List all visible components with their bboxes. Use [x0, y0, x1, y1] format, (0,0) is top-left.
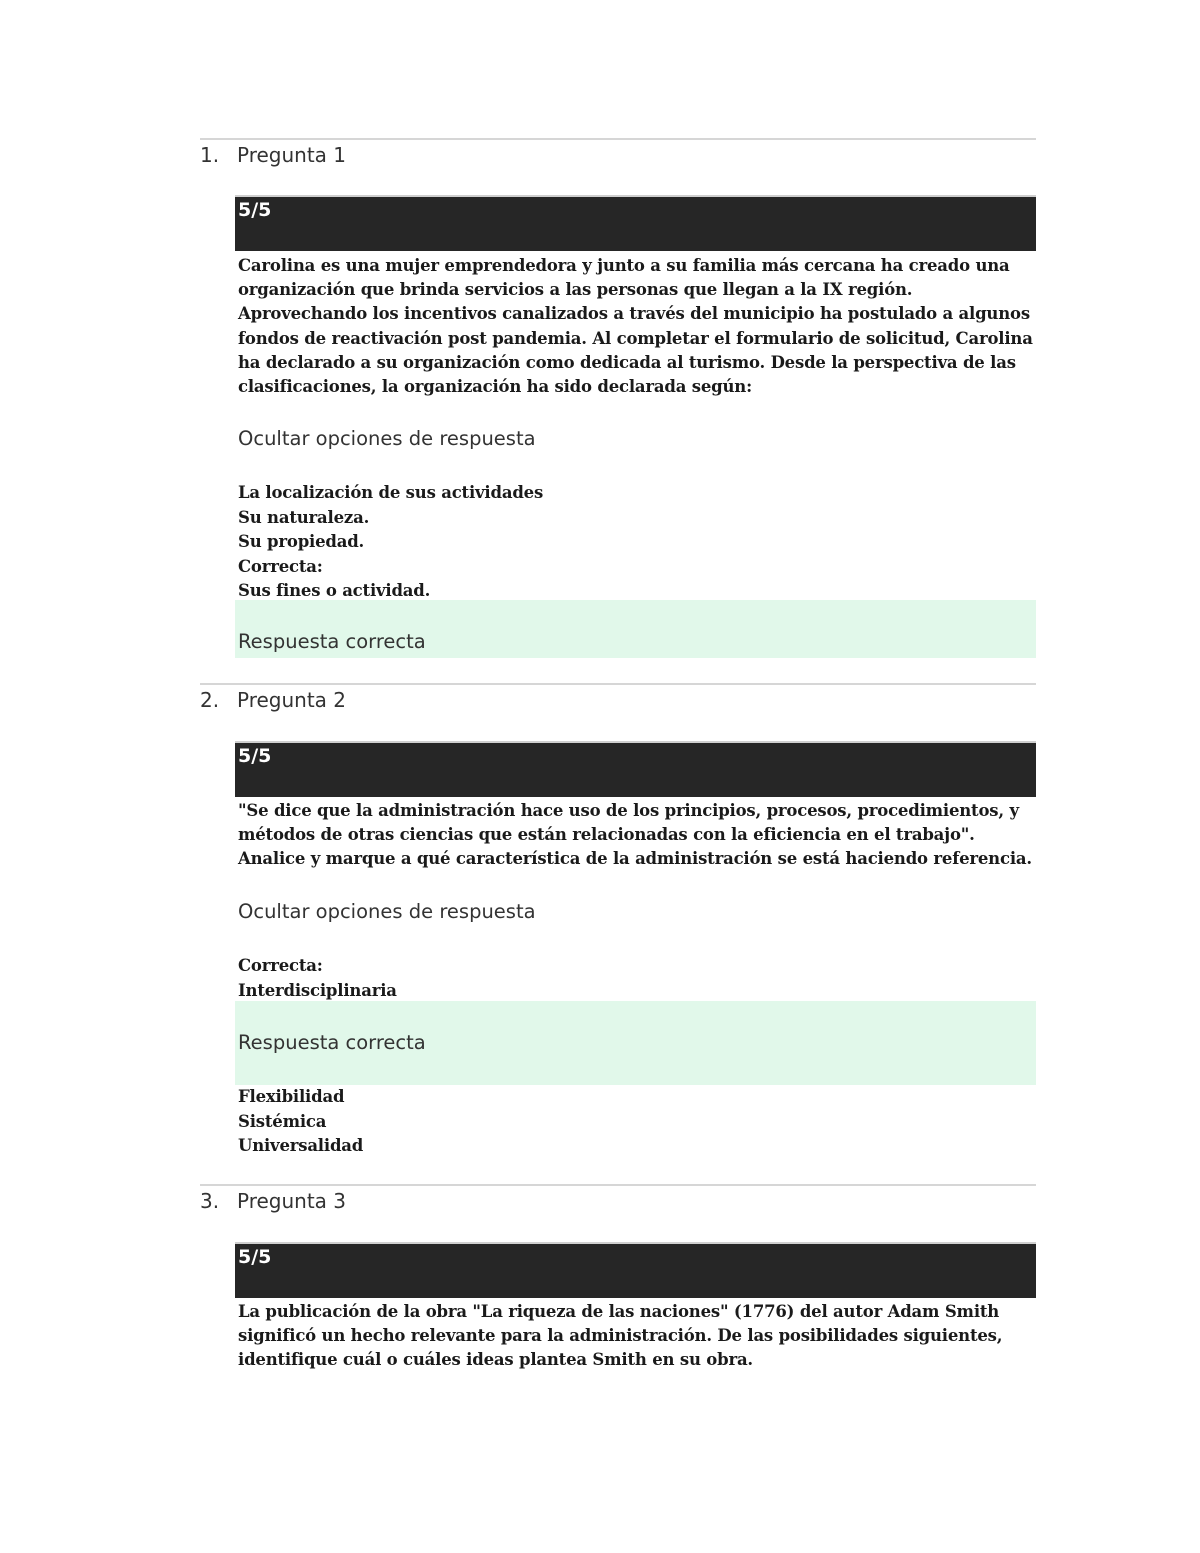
score-bar — [235, 195, 1036, 251]
question-heading — [200, 141, 346, 169]
answer-option: La localización de sus actividades — [238, 483, 544, 502]
question-number: 2. — [200, 688, 220, 712]
feedback-text: Respuesta correcta — [238, 1031, 426, 1054]
question-title: Pregunta 3 — [237, 1189, 347, 1213]
answer-option: Su propiedad. — [238, 532, 365, 551]
question-number: 1. — [200, 143, 220, 167]
score-bar — [235, 1242, 1036, 1298]
answer-option: Su naturaleza. — [238, 507, 370, 527]
answer-options — [238, 954, 1036, 1003]
question-heading — [200, 686, 346, 714]
score: 5/5 — [238, 1246, 272, 1268]
score-bar — [235, 741, 1036, 797]
correct-label: Correcta: — [238, 556, 323, 576]
question-title: Pregunta 2 — [237, 688, 347, 712]
question-title: Pregunta 1 — [237, 143, 347, 167]
answer-option: Interdisciplinaria — [238, 980, 397, 1000]
correct-label: Correcta: — [238, 956, 323, 975]
feedback-box — [235, 1001, 1036, 1085]
answer-options — [238, 481, 1036, 604]
divider — [200, 683, 1036, 685]
question-text: La publicación de la obra "La riqueza de las naciones" (1776) del autor Adam Smith significó un hecho relevante para la administración. De las posibilidades siguientes, identifique cuál o cuáles ideas plantea Smith en su obra. — [238, 1302, 1003, 1370]
answer-option: Universalidad — [238, 1136, 364, 1155]
feedback-box — [235, 600, 1036, 658]
answer-option: Sus fines o actividad. — [238, 581, 431, 600]
answer-option: Sistémica — [238, 1111, 327, 1131]
question-number: 3. — [200, 1189, 220, 1213]
toggle-answer-options[interactable]: Ocultar opciones de respuesta — [238, 900, 536, 923]
score: 5/5 — [238, 199, 272, 221]
question-text: Carolina es una mujer emprendedora y junto a su familia más cercana ha creado una organización que brinda servicios a las personas que llegan a la IX región. Aprovechando los incentivos canalizados a través del municipio ha postulado a algunos fondos de reactivación post pandemia. Al completar el formulario de solicitud, Carolina ha declarado a su organización como dedicada al turismo. Desde la perspectiva de las clasificaciones, la organización ha sido declarada según: — [238, 256, 1033, 397]
question-text: "Se dice que la administración hace uso de los principios, procesos, procedimientos, y métodos de otras ciencias que están relacionadas con la eficiencia en el trabajo". Analice y marque a qué característica de la administración se está haciendo referencia. — [238, 801, 1032, 869]
divider — [200, 1184, 1036, 1186]
feedback-text: Respuesta correcta — [238, 630, 426, 653]
score: 5/5 — [238, 745, 272, 767]
question-heading — [200, 1187, 346, 1215]
answer-option: Flexibilidad — [238, 1087, 345, 1106]
divider — [200, 138, 1036, 140]
answer-options — [238, 1085, 1036, 1159]
toggle-answer-options[interactable]: Ocultar opciones de respuesta — [238, 427, 536, 450]
